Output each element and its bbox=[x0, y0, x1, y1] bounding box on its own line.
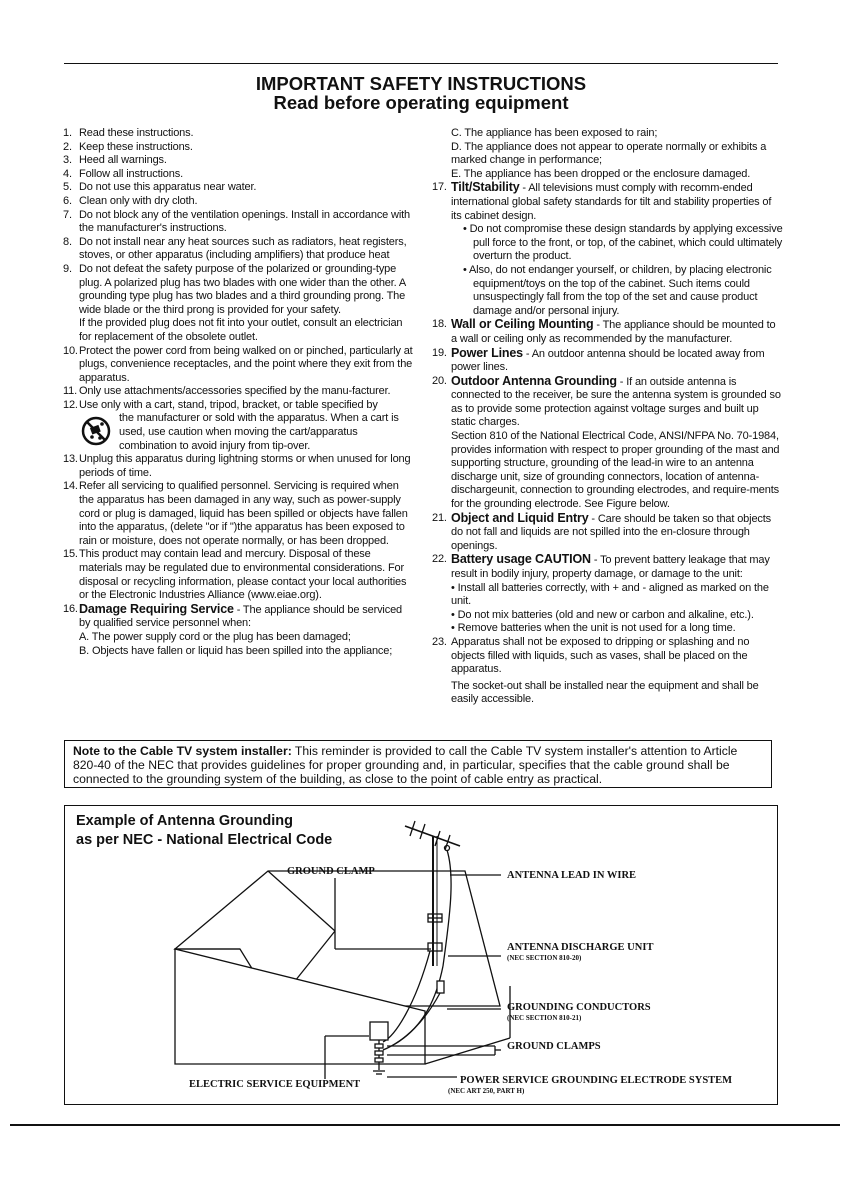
label-ground-clamps: GROUND CLAMPS bbox=[507, 1041, 601, 1052]
label-grounding-conductors: GROUNDING CONDUCTORS bbox=[507, 1002, 651, 1013]
item-16 bbox=[63, 603, 413, 658]
electric-service-box bbox=[370, 1022, 388, 1040]
label-discharge-unit: ANTENNA DISCHARGE UNIT bbox=[507, 942, 654, 953]
note-heading: Note to the Cable TV system installer: bbox=[73, 744, 292, 758]
label-antenna-lead: ANTENNA LEAD IN WIRE bbox=[507, 870, 637, 881]
list-item bbox=[63, 168, 413, 182]
item-text: Do not install near any heat sources such as radiators, heat registers, stoves, or other apparatus (including amplifiers) that produce heat bbox=[79, 235, 407, 262]
list-item bbox=[63, 154, 413, 168]
item-19 bbox=[432, 347, 784, 375]
label-ground-clamp: GROUND CLAMP bbox=[287, 866, 375, 877]
note-text: This reminder is provided to call the Cable TV system installer's attention to Article 820-40 of the NEC that provides guidelines for proper grounding and, in particular, specifies that the cable ground shall be connected to the grounding system of the building, as close to the point of cable entry as practical. bbox=[73, 744, 738, 786]
item-16-text: - The appliance should be serviced by qualified service personnel when: bbox=[79, 603, 403, 630]
item-number: 14. bbox=[63, 480, 78, 493]
item-19-text: - An outdoor antenna should be located away from power lines. bbox=[451, 347, 765, 374]
item-number: 6. bbox=[63, 194, 72, 207]
item-number: 4. bbox=[63, 167, 72, 180]
cart-tipover-warning-icon bbox=[81, 416, 111, 446]
item-20-extra: Section 810 of the National Electrical Code, ANSI/NFPA No. 70-1984, provides information with respect to proper grounding of the mast and supporting structure, grounding of the lead-in wire to an antenna discharge unit, size of grounding connectors, location of antenna-dischargeunit, connection to grounding electrodes, and require-ments for the grounding electrode. See Figure below. bbox=[451, 430, 780, 511]
item-number: 5. bbox=[63, 181, 72, 194]
item-text: Use only with a cart, stand, tripod, bracket, or table specified by bbox=[79, 398, 378, 411]
item-16-sub-a: A. The power supply cord or the plug has been damaged; bbox=[79, 630, 351, 643]
item-number: 20. bbox=[432, 374, 447, 387]
item-number: 2. bbox=[63, 140, 72, 153]
item-number: 18. bbox=[432, 318, 447, 331]
item-number: 7. bbox=[63, 208, 72, 221]
list-item bbox=[63, 345, 413, 386]
item-12-cart bbox=[63, 412, 413, 453]
example-title-line-1: Example of Antenna Grounding bbox=[76, 813, 293, 829]
item-text: Clean only with dry cloth. bbox=[79, 194, 198, 207]
item-22-heading: Battery usage CAUTION bbox=[451, 552, 591, 567]
right-column bbox=[432, 127, 784, 707]
item-19-heading: Power Lines bbox=[451, 345, 523, 360]
item-17 bbox=[432, 181, 784, 318]
item-18-heading: Wall or Ceiling Mounting bbox=[451, 317, 594, 332]
item-16-sub-e: E. The appliance has been dropped or the enclosure damaged. bbox=[451, 167, 751, 180]
list-item bbox=[63, 263, 413, 317]
list-item bbox=[63, 480, 413, 548]
item-number: 21. bbox=[432, 511, 447, 524]
item-12-text: the manufacturer or sold with the apparatus. When a cart is used, use caution when moving the cart/apparatus combination to avoid injury from tip-over. bbox=[119, 412, 399, 452]
item-17-text: - All televisions must comply with recomm-ended international global safety standards for tilt and stability properties of its cabinet design. bbox=[451, 182, 772, 222]
item-20 bbox=[432, 375, 784, 512]
antenna-grounding-diagram bbox=[65, 806, 779, 1106]
left-list bbox=[63, 127, 413, 412]
item-number: 22. bbox=[432, 553, 447, 566]
item-22 bbox=[432, 553, 784, 636]
antenna-grounding-example bbox=[64, 805, 778, 1105]
left-list-2 bbox=[63, 453, 413, 603]
list-item bbox=[63, 127, 413, 141]
list-item bbox=[63, 209, 413, 236]
item-number: 3. bbox=[63, 154, 72, 167]
item-number: 1. bbox=[63, 127, 72, 139]
item-22-line-3: • Remove batteries when the unit is not used for a long time. bbox=[451, 622, 736, 635]
item-text: Read these instructions. bbox=[79, 127, 194, 139]
socket-note: The socket-out shall be installed near the equipment and shall be easily accessible. bbox=[451, 679, 759, 706]
item-16-sub-c: C. The appliance has been exposed to rain; bbox=[451, 127, 658, 139]
item-23-text: Apparatus shall not be exposed to dripping or splashing and no objects filled with liquids, such as vases, shall be placed on the apparatus. bbox=[451, 635, 750, 676]
item-text: Follow all instructions. bbox=[79, 167, 183, 180]
item-21-heading: Object and Liquid Entry bbox=[451, 510, 589, 525]
example-title-line-2: as per NEC - National Electrical Code bbox=[76, 832, 333, 848]
left-column bbox=[63, 127, 413, 658]
item-21-text: - Care should be taken so that objects do not fall and liquids are not spilled into the en-closure through openings. bbox=[451, 512, 772, 552]
item-16-heading: Damage Requiring Service bbox=[79, 601, 234, 616]
page-title bbox=[64, 74, 778, 112]
item-text: Do not use this apparatus near water. bbox=[79, 181, 257, 194]
item-number: 12. bbox=[63, 398, 78, 411]
item-text: Do not defeat the safety purpose of the polarized or grounding-type plug. A polarized plug has two blades with one wider than the other. A grounding type plug has two blades and a third grounding prong. The wide blade or the third prong is provided for your safety. bbox=[79, 262, 406, 316]
item-18-text: - The appliance should be mounted to a wall or ceiling only as recommended by the manufacturer. bbox=[451, 319, 776, 345]
list-item bbox=[63, 181, 413, 195]
cable-installer-note bbox=[64, 740, 772, 788]
item-number: 23. bbox=[432, 635, 447, 648]
list-item bbox=[63, 453, 413, 480]
item-20-heading: Outdoor Antenna Grounding bbox=[451, 373, 617, 388]
item-text: This product may contain lead and mercury. Disposal of these materials may be regulated due to environmental considerations. For disposal or recycling information, please contact your local authorities or the Electronic Industries Alliance (www.eiae.org). bbox=[79, 548, 407, 602]
item-text: Only use attachments/accessories specified by the manu-facturer. bbox=[79, 385, 391, 398]
label-power-service: POWER SERVICE GROUNDING ELECTRODE SYSTEM bbox=[460, 1075, 733, 1086]
item-22-line-2: • Do not mix batteries (old and new or carbon and alkaline, etc.). bbox=[451, 608, 754, 621]
item-text: Refer all servicing to qualified personnel. Servicing is required when the apparatus has been damaged in any way, such as power-supply cord or plug is damaged, liquid has been spilled or objects have fallen into the apparatus, (delete "or if ")the apparatus has been exposed to rain or moisture, does not operate normally, or has been dropped. bbox=[79, 480, 408, 547]
item-number: 15. bbox=[63, 548, 78, 561]
item-number: 13. bbox=[63, 453, 78, 466]
label-electric-service: ELECTRIC SERVICE EQUIPMENT bbox=[189, 1079, 361, 1090]
list-item bbox=[63, 548, 413, 602]
item-16-sub-d: D. The appliance does not appear to operate normally or exhibits a marked change in performance; bbox=[451, 140, 767, 167]
item-22-line-1: • Install all batteries correctly, with + and - aligned as marked on the unit. bbox=[451, 581, 769, 608]
bottom-rule bbox=[10, 1124, 840, 1126]
item-number: 19. bbox=[432, 346, 447, 359]
title-line-1: IMPORTANT SAFETY INSTRUCTIONS bbox=[255, 73, 587, 94]
item-22-text: - To prevent battery leakage that may result in bodily injury, property damage, or damage to the unit: bbox=[451, 554, 770, 580]
item-17-bullet-2: • Also, do not endanger yourself, or children, by placing electronic equipment/toys on the top of the cabinet. Such items could unsuspectingly fall from the top of the set and cause product damage and/or personal injury. bbox=[463, 263, 772, 317]
item-17-bullet-1: • Do not compromise these design standards by applying excessive pull force to the front, or top, of the cabinet, which could ultimately overturn the product. bbox=[463, 223, 783, 263]
item-text: If the provided plug does not fit into your outlet, consult an electrician for replacement of the obsolete outlet. bbox=[79, 317, 403, 343]
item-17-heading: Tilt/Stability bbox=[451, 180, 520, 195]
item-text: Unplug this apparatus during lightning storms or when unused for long periods of time. bbox=[79, 453, 411, 479]
item-number: 10. bbox=[63, 344, 78, 357]
item-20-text: - If an outside antenna is connected to the receiver, be sure the antenna system is grounded so as to provide some protection against voltage surges and built up static charges. bbox=[451, 375, 781, 429]
list-item bbox=[63, 236, 413, 263]
item-text: Do not block any of the ventilation openings. Install in accordance with the manufacturer's instructions. bbox=[79, 208, 411, 235]
item-21 bbox=[432, 512, 784, 554]
item-text: Keep these instructions. bbox=[79, 140, 193, 153]
item-number: 8. bbox=[63, 235, 72, 248]
item-text: Protect the power cord from being walked on or pinched, particularly at plugs, convenience receptacles, and the point where they exit from the apparatus. bbox=[79, 344, 413, 384]
list-item bbox=[63, 195, 413, 209]
top-rule bbox=[64, 63, 778, 64]
item-number: 17. bbox=[432, 181, 447, 194]
item-23 bbox=[432, 636, 784, 677]
item-16-sub-b: B. Objects have fallen or liquid has been spilled into the appliance; bbox=[79, 644, 393, 657]
antenna-discharge-unit bbox=[437, 981, 444, 993]
label-conductors-ref: (NEC SECTION 810-21) bbox=[507, 1014, 582, 1022]
item-18 bbox=[432, 318, 784, 346]
item-number: 11. bbox=[63, 385, 78, 398]
title-line-2: Read before operating equipment bbox=[273, 92, 569, 113]
list-item bbox=[63, 399, 413, 413]
label-discharge-ref: (NEC SECTION 810-20) bbox=[507, 954, 582, 962]
list-item bbox=[63, 317, 413, 344]
list-item bbox=[63, 141, 413, 155]
item-number: 16. bbox=[63, 602, 78, 615]
label-power-ref: (NEC ART 250, PART H) bbox=[448, 1087, 525, 1095]
list-item bbox=[63, 385, 413, 399]
item-text: Heed all warnings. bbox=[79, 154, 167, 167]
item-number: 9. bbox=[63, 262, 72, 275]
